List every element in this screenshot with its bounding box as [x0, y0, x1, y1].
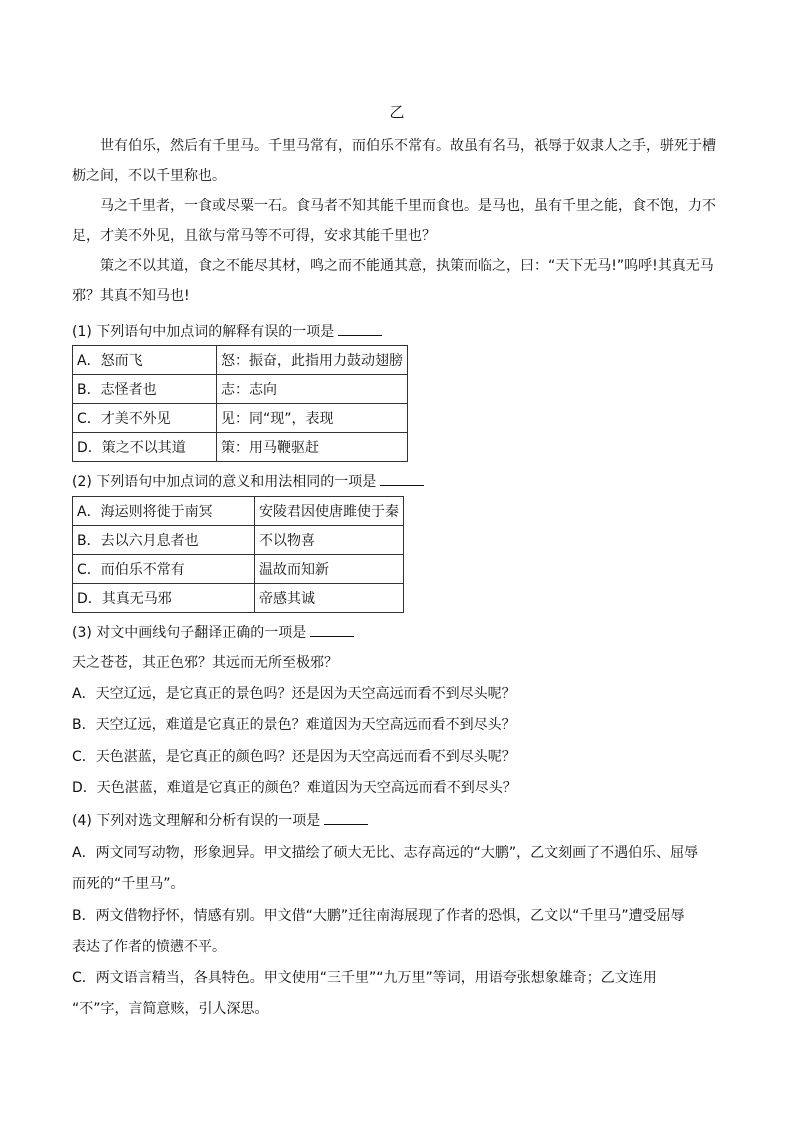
option-text: C．才美不外见 — [73, 404, 217, 433]
question-3-option-a: A．天空辽远，是它真正的景色吗？还是因为天空高远而看不到尽头呢？ — [72, 686, 516, 702]
question-3-stem: (3) 对文中画线句子翻译正确的一项是 — [72, 623, 732, 643]
question-4-stem: (4) 下列对选文理解和分析有误的一项是 — [72, 811, 732, 831]
question-3-option-b: B．天空辽远，难道是它真正的景色？难道因为天空高远而看不到尽头？ — [72, 717, 516, 733]
passage-paragraph-3: 策之不以其道，食之不能尽其材，鸣之而不能通其意，执策而临之，曰：“天下无马!”呜呼!其真无马邪？其真不知马也! — [72, 258, 714, 304]
option-comparison: 不以物喜 — [255, 526, 404, 555]
option-text: B．志怪者也 — [73, 375, 217, 404]
option-text: D．策之不以其道 — [73, 433, 217, 462]
option-comparison: 帝感其诚 — [255, 584, 404, 613]
question-4-option-b-line-2: 表达了作者的愤懑不平。 — [72, 939, 226, 955]
question-4-option-b-line-1: B．两文借物抒怀，情感有别。甲文借“大鹏”迁往南海展现了作者的恐惧，乙文以“千里马”遭受屈辱 — [72, 908, 685, 924]
option-explanation: 怒：振奋，此指用力鼓动翅膀 — [217, 346, 408, 375]
option-text: D．其真无马邪 — [73, 584, 255, 613]
table-row — [73, 433, 408, 462]
option-text: A．怒而飞 — [73, 346, 217, 375]
question-3-option-c: C．天色湛蓝，是它真正的颜色吗？还是因为天空高远而看不到尽头呢？ — [72, 749, 516, 765]
section-title: 乙 — [389, 103, 405, 121]
answer-blank — [310, 624, 354, 637]
table-row — [73, 526, 404, 555]
question-2-stem: (2) 下列语句中加点词的意义和用法相同的一项是 — [72, 472, 732, 492]
question-3-option-d: D．天色湛蓝，难道是它真正的颜色？难道因为天空高远而看不到尽头？ — [72, 780, 517, 796]
question-4-option-a-line-1: A．两文同写动物，形象迥异。甲文描绘了硕大无比、志存高远的“大鹏”，乙文刻画了不遇伯乐、屈辱 — [72, 845, 699, 861]
table-row — [73, 346, 408, 375]
passage-paragraph-1: 世有伯乐，然后有千里马。千里马常有，而伯乐不常有。故虽有名马，祇辱于奴隶人之手，骈死于槽枥之间，不以千里称也。 — [72, 138, 716, 184]
option-text: A．海运则将徙于南冥 — [73, 497, 255, 526]
table-row — [73, 375, 408, 404]
answer-blank — [338, 323, 382, 336]
question-4-option-c-line-2: “不”字，言简意赅，引人深思。 — [72, 1001, 269, 1017]
question-4-option-c-line-1: C．两文语言精当，各具特色。甲文使用“三千里”“九万里”等词，用语夸张想象雄奇；乙文连用 — [72, 970, 657, 986]
question-1-table — [72, 345, 408, 462]
option-comparison: 温故而知新 — [255, 555, 404, 584]
option-explanation: 策：用马鞭驱赶 — [217, 433, 408, 462]
table-row — [73, 555, 404, 584]
question-1-stem: (1) 下列语句中加点词的解释有误的一项是 — [72, 322, 732, 342]
question-4-option-a-line-2: 而死的“千里马”。 — [72, 876, 185, 892]
option-text: B．去以六月息者也 — [73, 526, 255, 555]
table-row — [73, 404, 408, 433]
option-comparison: 安陵君因使唐雎使于秦 — [255, 497, 404, 526]
passage-paragraph-2: 马之千里者，一食或尽粟一石。食马者不知其能千里而食也。是马也，虽有千里之能，食不饱，力不足，才美不外见，且欲与常马等不可得，安求其能千里也？ — [72, 198, 716, 244]
table-row — [73, 584, 404, 613]
table-row — [73, 497, 404, 526]
option-explanation: 见：同“现”，表现 — [217, 404, 408, 433]
answer-blank — [380, 473, 424, 486]
question-3-sentence: 天之苍苍，其正色邪？其远而无所至极邪？ — [72, 655, 338, 671]
option-text: C．而伯乐不常有 — [73, 555, 255, 584]
answer-blank — [324, 812, 368, 825]
question-2-table — [72, 496, 404, 613]
option-explanation: 志：志向 — [217, 375, 408, 404]
